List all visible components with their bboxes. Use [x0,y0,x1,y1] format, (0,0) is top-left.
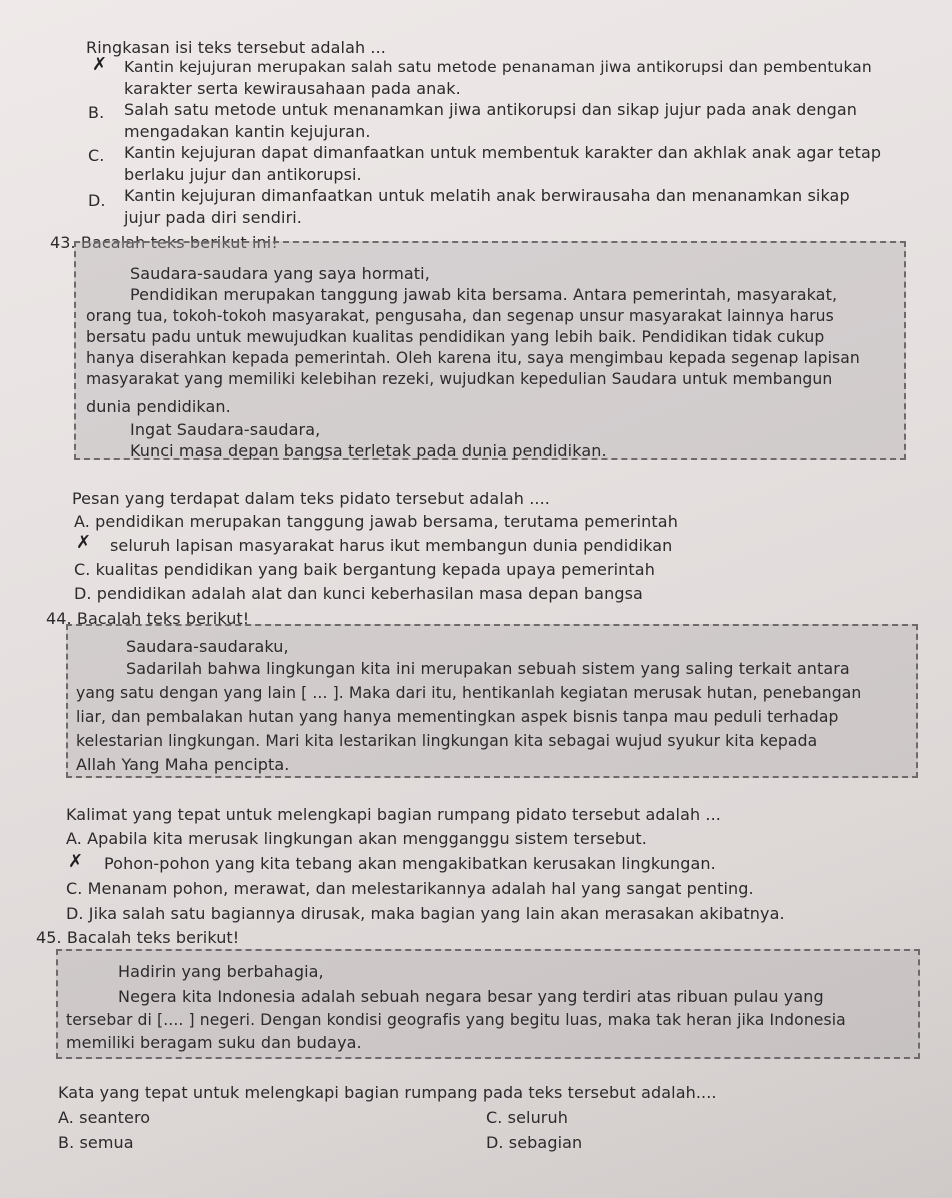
answer-mark-q44-b: ✗ [68,851,84,872]
q45-passage-line: tersebar di [.... ] negeri. Dengan kondisi geografis yang begitu luas, maka tak heran jika Indonesia [66,1011,846,1029]
q45-passage-line: Hadirin yang berbahagia, [118,962,324,981]
q44-passage-line: yang satu dengan yang lain [ ... ]. Maka dari itu, hentikanlah kegiatan merusak hutan, penebangan [76,684,862,702]
q43-option-c: C. kualitas pendidikan yang baik bergantung kepada upaya pemerintah [74,560,655,579]
q43-passage-line: Pendidikan merupakan tanggung jawab kita bersama. Antara pemerintah, masyarakat, [130,285,838,304]
q45-question: Kata yang tepat untuk melengkapi bagian rumpang pada teks tersebut adalah.... [58,1083,717,1102]
q43-passage-line: Saudara-saudara yang saya hormati, [130,264,430,283]
q42-option-b-line1: Salah satu metode untuk menanamkan jiwa antikorupsi dan sikap jujur pada anak dengan [124,100,857,119]
q42-option-a-line2: karakter serta kewirausahaan pada anak. [124,79,461,98]
q43-passage-line: dunia pendidikan. [86,397,231,416]
q42-option-c-label: C. [88,146,105,165]
q44-option-c: C. Menanam pohon, merawat, dan melestarikannya adalah hal yang sangat penting. [66,879,754,898]
q44-question: Kalimat yang tepat untuk melengkapi bagian rumpang pidato tersebut adalah ... [66,805,721,824]
q43-passage-line: Ingat Saudara-saudara, [130,420,321,439]
q44-passage-line: Sadarilah bahwa lingkungan kita ini merupakan sebuah sistem yang saling terkait antara [126,659,850,678]
q44-passage-line: kelestarian lingkungan. Mari kita lestarikan lingkungan kita sebagai wujud syukur kita kepada [76,732,818,750]
q45-option-a: A. seantero [58,1108,151,1127]
q43-passage-line: hanya diserahkan kepada pemerintah. Oleh karena itu, saya mengimbau kepada segenap lapisan [86,349,860,367]
q44-passage-line: Allah Yang Maha pencipta. [76,755,290,774]
q43-passage-line: Kunci masa depan bangsa terletak pada dunia pendidikan. [130,441,607,460]
q42-option-d-line1: Kantin kejujuran dimanfaatkan untuk melatih anak berwirausaha dan menanamkan sikap [124,186,850,205]
q43-option-a: A. pendidikan merupakan tanggung jawab bersama, terutama pemerintah [74,512,678,531]
q45-option-d: D. sebagian [486,1133,583,1152]
q43-question: Pesan yang terdapat dalam teks pidato tersebut adalah .... [72,489,550,508]
answer-mark-q43-b: ✗ [76,532,92,553]
q42-option-c-line1: Kantin kejujuran dapat dimanfaatkan untuk membentuk karakter dan akhlak anak agar tetap [124,143,882,162]
q45-passage-line: Negera kita Indonesia adalah sebuah negara besar yang terdiri atas ribuan pulau yang [118,987,824,1006]
q42-option-c-line2: berlaku jujur dan antikorupsi. [124,165,362,184]
q44-option-b: Pohon-pohon yang kita tebang akan mengakibatkan kerusakan lingkungan. [104,854,716,873]
q43-header: 43. Bacalah teks berikut ini! [50,233,278,252]
q43-passage-line: masyarakat yang memiliki kelebihan rezeki, wujudkan kepedulian Saudara untuk membangun [86,370,833,388]
q45-passage-line: memiliki beragam suku dan budaya. [66,1033,362,1052]
q45-option-c: C. seluruh [486,1108,568,1127]
q42-option-b-label: B. [88,103,105,122]
answer-mark-q42-a: ✗ [92,54,108,75]
q43-passage-line: orang tua, tokoh-tokoh masyarakat, pengusaha, dan segenap unsur masyarakat lainnya harus [86,307,834,325]
q42-option-a-line1: Kantin kejujuran merupakan salah satu metode penanaman jiwa antikorupsi dan pembentukan [124,58,872,76]
q42-option-b-line2: mengadakan kantin kejujuran. [124,122,371,141]
q44-passage-line: Saudara-saudaraku, [126,637,289,656]
q42-stem: Ringkasan isi teks tersebut adalah ... [86,38,386,57]
q44-passage-line: liar, dan pembalakan hutan yang hanya mementingkan aspek bisnis tanpa mau peduli terhadap [76,708,839,726]
q44-header: 44. Bacalah teks berikut! [46,609,250,628]
q44-option-a: A. Apabila kita merusak lingkungan akan mengganggu sistem tersebut. [66,829,647,848]
q45-header: 45. Bacalah teks berikut! [36,928,240,947]
q45-option-b: B. semua [58,1133,134,1152]
q42-option-d-line2: jujur pada diri sendiri. [124,208,302,227]
q43-passage-line: bersatu padu untuk mewujudkan kualitas pendidikan yang lebih baik. Pendidikan tidak cukup [86,328,825,346]
q43-option-d: D. pendidikan adalah alat dan kunci keberhasilan masa depan bangsa [74,584,643,603]
q43-option-b: seluruh lapisan masyarakat harus ikut membangun dunia pendidikan [110,536,673,555]
q42-option-d-label: D. [88,191,106,210]
q44-option-d: D. Jika salah satu bagiannya dirusak, maka bagian yang lain akan merasakan akibatnya. [66,904,785,923]
